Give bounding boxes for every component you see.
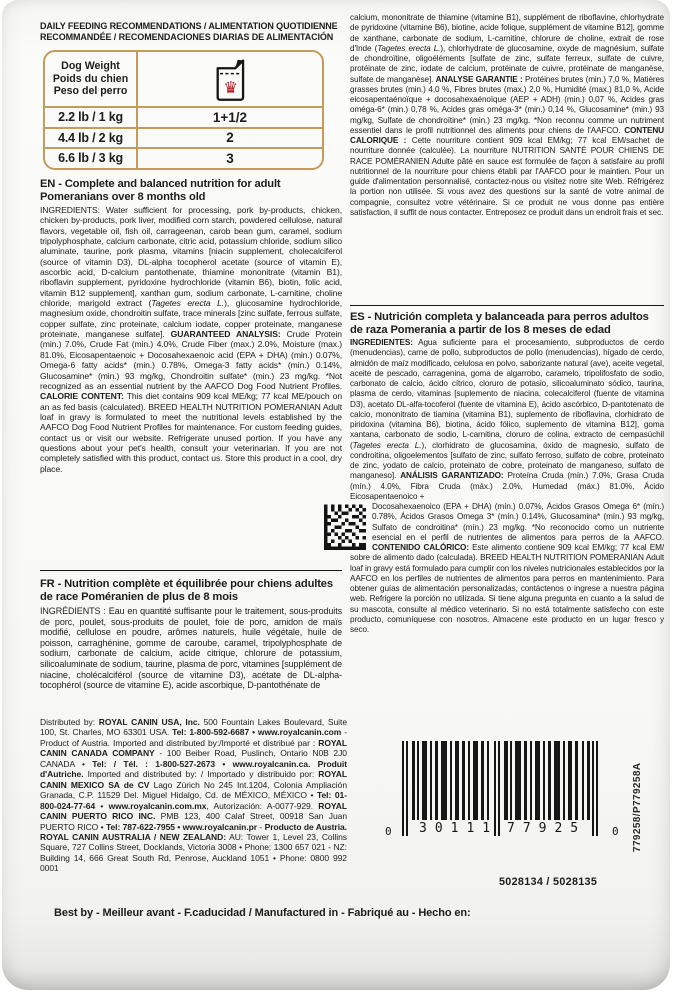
dog-weight-header	[45, 52, 136, 106]
dog-weight-line-es: Peso del perro	[53, 85, 128, 98]
barcode-digit-right: 0	[612, 825, 619, 838]
es-body-top: INGREDIENTES: Agua suficiente para el procesamiento, subproductos de cerdo (menudencias), carne de pollo, subproductos de pollo (menudencias), hígado de cerdo, almidón de maíz modificado, celulosa en polvo, saborizante natural (ave), aceite vegetal, aceite de pescado, carragenina, goma de algarrobo, caramelo, tripolifosfato de sodio, carbonato de calcio, ácido cítrico, cloruro de potasio, silicoaluminato sódico, taurina, plasma de cerdo, vitaminas [suplemento de niacina, colecalciferol (fuente de vitamina D3), acetato DL-alfa-tocoferol (fuente de vitamina E), ácido ascórbico, D-pantotenato de calcio, mononitrato de tiamina (vitamina B1), suplemento de riboflavina, clorhidrato de piridoxina (vitamina B6), biotina, ácido fólico, suplemento de vitamina B12], goma xantana, carbonato de sodio, L-carnitina, cloruro de colina, extracto de cempasúchil (Tagetes erecta L.), clorhidrato de glucosamina, óxido de magnesio, sulfato de condroitina, oligoelementos [sulfato de zinc, sulfato ferroso, sulfato de cobre, proteinato de zinc, yodato de calcio, proteinato de cobre, proteinato de manganeso, sulfato de manganeso]. ANÁLISIS GARANTIZADO: Proteína Cruda (mín.) 7.0%, Grasa Cruda (mín.) 4.0%, Fibra Cruda (máx.) 2.0%, Humedad (máx.) 81.0%, Ácido Eicosapentaenoico +	[350, 338, 664, 501]
svg-text:♛: ♛	[223, 77, 239, 97]
upc-barcode	[385, 741, 638, 856]
es-body-bottom: Docosahexaenoico (EPA + DHA) (mín.) 0.07%, Ácidos Grasos Omega 6* (mín.) 0.78%, Ácidos Grasos Omega 3* (mín.) 0.14%, Glucosamina* (mín.) 93 mg/kg, Sulfato de condroitina* (mín.) 23 mg/kg. *No reconocido como un nutriente esencial en el perfil de nutrientes de alimentos para perros de la AAFCO. CONTENIDO CALÓRICO: Este alimento contiene 909 kcal EM/kg; 77 kcal EM/ sobre de alimento dado (calculada). BREED HEALTH NUTRITION POMERANIAN Adult loaf in gravy está formulado para cumplir con los niveles nutricionales establecidos por la AAFCO en los perfiles de nutrientes de alimentos para perros en mantenimiento. Para obtener guías de alimentación personalizadas, contáctenos o ingrese a nuestra página web. Refrigere la porción no utilizada. Si tiene alguna pregunta en cuanto a la salud de su mascota, consulte al médico veterinario. Si no está totalmente satisfecho con este producto, comuníquese con nosotros. Almacene este producto en un lugar fresco y seco.	[350, 502, 664, 635]
feeding-row-weight: 6.6 lb / 3 kg	[45, 147, 136, 168]
fr-section-body-left: INGRÉDIENTS : Eau en quantité suffisante pour le traitement, sous-produits de porc, poulet, sous-produits de poulet, foie de porc, amidon de maïs modifié, cellulose en poudre, arômes naturels, huile végétale, huile de poisson, carraghénine, gomme de caroube, caramel, tripolyphosphate de sodium, carbonate de calcium, acide citrique, chlorure de potassium, silicoaluminate de sodium, taurine, plasma de porc, vitamines [supplément de niacine, cholécalciférol (source de vitamine D3), acétate de DL-alpha-tocophérol (source de vitamine E), acide ascorbique, D-pantothénate de	[40, 606, 342, 691]
feeding-row-pouches: 3	[136, 147, 322, 168]
feeding-row-weight: 4.4 lb / 2 kg	[45, 127, 136, 148]
feeding-guide-title: DAILY FEEDING RECOMMENDATIONS / ALIMENTATION QUOTIDIENNE RECOMMANDÉE / RECOMENDACIONES DIARIAS DE ALIMENTACIÓN	[40, 21, 338, 42]
distribution-block: Distributed by: ROYAL CANIN USA, Inc. 500 Fountain Lakes Boulevard, Suite 100, St. Charles, MO 63301 USA. Tel: 1-800-592-6687 • www.royalcanin.com - Product of Austria. Imported and distributed by:/Importé et distribué par : ROYAL CANIN CANADA COMPANY - 100 Beiber Road, Puslinch, Ontario N0B 2J0 CANADA • Tel: / Tél. : 1-800-527-2673 • www.royalcanin.ca. Produit d'Autriche. Imported and distributed by: / Importado y distribuido por: ROYAL CANIN MEXICO SA de CV Lago Zürich No 245 Int.1204, Colonia Ampliación Granada, C.P. 11529 Del. Miguel Hidalgo, Cd. de MÉXICO, MÉXICO • Tel: 01-800-024-77-64 • www.royalcanin.com.mx, Autorización: A-0077-929. ROYAL CANIN PUERTO RICO INC. PMB 123, 400 Calaf Street, 00918 San Juan PUERTO RICO • Tel: 787-622-7955 • www.royalcanin.pr - Producto de Austria. ROYAL CANIN AUSTRALIA / NEW ZEALAND: AU: Tower 1, Level 23, Collins Square, 727 Collins Street, Docklands, Victoria 3008 • Phone: 1300 657 021 - NZ: Building 14, 666 Great South Rd, Penrose, Auckland 1051 • Phone: 0800 992 0001	[40, 717, 348, 874]
feeding-row-pouches: 1+1/2	[136, 106, 322, 127]
pouch-crown-icon	[136, 52, 322, 106]
dog-weight-line-en: Dog Weight	[61, 60, 120, 73]
pouch-back-label	[2, 0, 670, 990]
feeding-table	[43, 50, 324, 170]
datamatrix-code-icon	[324, 504, 366, 550]
barcode-digit-left: 0	[385, 825, 392, 838]
fr-section-body-right: calcium, mononitrate de thiamine (vitamine B1), supplément de riboflavine, chlorhydrate de pyridoxine (vitamine B6), biotine, acide folique, supplément de vitamine B12], gomme de xanthane, carbonate de sodium, L-carnitine, chlorure de choline, extrait de rose d'Inde (Tagetes erecta L.), chlorhydrate de glucosamine, oxyde de magnésium, sulfate de chondroïtine, oligoéléments [sulfate de zinc, sulfate ferreux, sulfate de cuivre, protéinate de zinc, iodate de calcium, protéinate de cuivre, protéinate de manganèse, sulfate de manganèse]. ANALYSE GARANTIE : Protéines brutes (min.) 7,0 %, Matières grasses brutes (min.) 4,0 %, Fibres brutes (max.) 2,0 %, Humidité (max.) 81,0 %, Acide eicosapentaénoïque + docosahexaénoïque (AEP + ADH) (min.) 0,07 %, Acides gras oméga-6* (min.) 0,78 %, Acides gras oméga-3* (min.) 0,14 %, Glucosamine* (min.) 93 mg/kg, Sulfate de chondroïtine* (min.) 23 mg/kg. *Non reconnu comme un nutriment essentiel dans le profil nutritionnel des aliments pour chiens de l'AAFCO. CONTENU CALORIQUE : Cette nourriture contient 909 kcal EM/kg; 77 kcal EM/sachet de nourriture donnée (calculée). La nourriture NUTRITION SANTÉ POUR CHIENS DE RACE POMÉRANIEN Adulte pâté en sauce est formulée de façon à satisfaire au profil nutritionnel de la nourriture pour chiens établi par l'AAFCO pour le maintien. Pour un guide d'alimentation personnalisé, contactez-nous ou visitez notre site Web. Réfrigérez la portion non utilisée. Si vous avez des questions sur la santé de votre animal de compagnie, consultez votre vétérinaire. Si ce produit ne vous donne pas entière satisfaction, il suffit de nous contacter. Entreposez ce produit dans un endroit frais et sec.	[350, 13, 665, 217]
divider-right	[350, 305, 664, 306]
en-section-heading: EN - Complete and balanced nutrition for adult Pomeranians over 8 months old	[40, 178, 281, 203]
fr-section-heading: FR - Nutrition complète et équilibrée pour chiens adultes de race Poméranien de plus de 8 mois	[40, 578, 333, 603]
en-section-body: INGREDIENTS: Water sufficient for processing, pork by-products, chicken, chicken by-products, pork liver, modified corn starch, powdered cellulose, natural flavors, vegetable oil, fish oil, carrageenan, carob bean gum, caramel, sodium tripolyphosphate, calcium carbonate, citric acid, potassium chloride, sodium silico aluminate, taurine, pork plasma, vitamins [niacin supplement, cholecalciferol (source of vitamin D3), DL-alpha tocopherol acetate (source of vitamin E), ascorbic acid, D-calcium pantothenate, thiamine mononitrate (vitamin B1), riboflavin supplement, pyridoxine hydrochloride (vitamin B6), biotin, folic acid, vitamin B12 supplement], xanthan gum, sodium carbonate, L-carnitine, choline chloride, marigold extract (Tagetes erecta L.), glucosamine hydrochloride, magnesium oxide, chondroitin sulfate, trace minerals [zinc sulfate, ferrous sulfate, copper sulfate, zinc proteinate, calcium iodate, copper proteinate, manganese proteinate, manganese sulfate]. GUARANTEED ANALYSIS: Crude Protein (min.) 7.0%, Crude Fat (min.) 4.0%, Crude Fiber (max.) 2.0%, Moisture (max.) 81.0%, Eicosapentaenoic + Docosahexaenoic acid (EPA + DHA) (min.) 0.07%, Omega-6 fatty acids* (min.) 0.78%, Omega-3 fatty acids* (min.) 0.14%, Glucosamine* (min.) 93 mg/kg, Chondroitin sulfate* (min.) 23 mg/kg. *Not recognized as an essential nutrient by the AAFCO Dog Food Nutrient Profiles. CALORIE CONTENT: This diet contains 909 kcal ME/kg; 77 kcal ME/pouch on an as fed basis (calculated). BREED HEALTH NUTRITION POMERANIAN Adult loaf in gravy is formulated to meet the nutritional levels established by the AAFCO Dog Food Nutrient Profiles for maintenance. For custom feeding guides, contact us or visit our website. Refrigerate unused portion. If you have any questions about your pet's health, consult your veterinarian. If you are not completely satisfied with this product, contact us. Store this product in a cool, dry place.	[40, 205, 342, 474]
feeding-row-pouches: 2	[136, 127, 322, 148]
barcode-digits-group2: 77925	[507, 821, 587, 836]
pouch-icon	[210, 55, 250, 103]
dog-weight-line-fr: Poids du chien	[52, 72, 129, 85]
barcode-side-code: 779258/P779258A	[632, 762, 643, 852]
feeding-row-weight: 2.2 lb / 1 kg	[45, 106, 136, 127]
barcode-digits-group1: 30111	[419, 821, 499, 836]
es-section-heading: ES - Nutrición completa y balanceada para perros adultos de raza Pomerania a partir de los 8 meses de edad	[350, 311, 649, 336]
barcode-item-codes: 5028134 / 5028135	[499, 876, 598, 888]
es-section-body	[350, 338, 664, 635]
divider-left	[40, 570, 342, 571]
best-by-line: Best by - Meilleur avant - F.caducidad / Manufactured in - Fabriqué au - Hecho en:	[54, 907, 471, 919]
